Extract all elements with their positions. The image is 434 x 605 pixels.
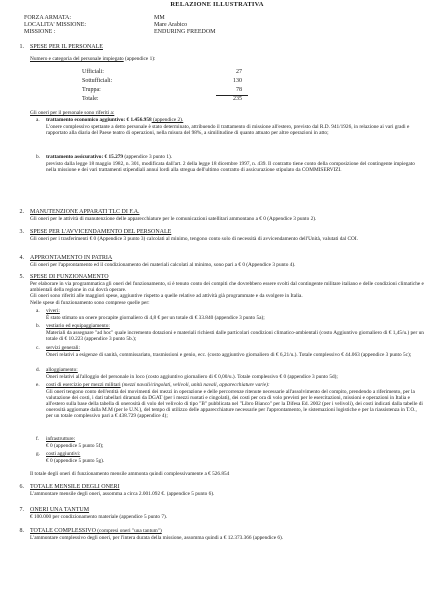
section-title-detail: (compresi oneri "una tantum") [95,528,162,534]
item-title: costi aggiuntivi: [46,451,81,457]
section-title: MANUTENZIONE APPARATI TLC DI F.A. [30,209,140,215]
section-text: L'ammontare mensile degli oneri, assomma a circa 2.001.092 €. (appendice 5 punto 6). [30,491,215,497]
item-title: alloggiamento: [46,367,78,373]
header-forza-armata [24,15,165,22]
item-letter: b. [36,154,40,160]
staff-label: Totale: [82,96,99,102]
funzionamento-total: Il totale degli oneri di funzionamento mensile ammonta quindi complessivamente a € 526.854 [30,471,230,477]
section-intro: Per elaborare in via programmatica gli oneri del funzionamento, si è tenuto conto dei compiti che dovrebbero essere svolti dal contingente militare italiano e delle condizioni climatiche e ambientali della regione in cui dovrà operare. [30,281,424,294]
staff-row-totale [82,96,242,103]
section-text: Gli oneri per le attività di manutenzione delle apparecchiature per le comunicazioni satellitari ammontano a € 0 (Appendice 3 punto 2). [30,216,317,222]
item-a-title: trattamento economico aggiuntivo: € 1.456.958 [46,117,152,123]
item-b-title: trattamento assicurativo: € 15.279 [46,154,124,160]
item-text: Oneri relativi a esigenze di sanità, commissariato, trasmissioni e genio, ecc. (costo aggiuntivo giornaliero di € 6,21/u.). Totale complessivo € 44.063 (appendice 3 punto 5c); [46,352,412,358]
section-number: 7. [19,507,24,513]
item-text: È stato stimato un onere procapite giornaliero di 4,8 € per un totale di € 33.840 (appendice 3 punto 5a); [46,315,265,321]
header-localita [24,22,187,29]
header-missione [24,29,216,36]
oneri-intro: Gli oneri per il personale sono riferiti a: [30,110,115,116]
item-letter: a. [36,308,40,314]
document-title: RELAZIONE ILLUSTRATIVA [170,1,264,8]
staff-subtitle-text: Numero e categoria del personale impiegato [30,56,124,62]
section-totale-complessivo [6,528,426,548]
section-intro-2: Gli oneri sono riferiti alle maggiori spese, aggiuntive rispetto a quelle relative ad attività già programmate e da svolgere in Italia. [30,293,303,299]
section-totale-mensile [6,484,426,502]
section-number: 6. [19,484,24,490]
section-number: 5. [19,274,24,280]
item-title: costi di esercizio per mezzi militari [46,382,121,388]
header-value: MM [154,15,165,21]
section-approntamento [6,255,426,273]
section-title: ONERI UNA TANTUM [30,507,90,513]
section-number: 1. [19,44,24,50]
section-number: 3. [19,229,24,235]
section-intro-3: Nelle spese di funzionamento sono comprese quelle per: [30,300,150,306]
section-una-tantum [6,507,426,525]
item-b-heading [46,154,172,160]
header-label: FORZA ARMATA: [24,15,72,21]
staff-value: 78 [236,87,242,93]
section-text: Gli oneri per l'approntamento ed il condizionamento dei materiali calcolati al minimo, sono pari a € 0 (Appendice 3 punto 4). [30,262,296,268]
section-manutenzione [6,209,426,229]
item-text: € 0 (appendice 5 punto 5g). [46,458,105,464]
item-a-heading [46,117,183,123]
section-title: SPESE PER IL PERSONALE [30,44,103,50]
header-value: Mare Arabico [154,22,188,28]
staff-value: 235 [233,96,242,102]
staff-value: 27 [236,69,242,75]
item-a-ref: (appendice 2). [151,117,184,123]
item-letter: c. [36,345,40,351]
staff-label: Truppa: [82,87,101,93]
section-number: 2. [19,209,24,215]
item-title: viveri: [46,308,60,314]
item-text: Materiali da assegnare "ad hoc" quale incremento dotazioni e materiali richiesti dalle particolari condizioni climatico-ambientali (costo Aggiuntivo giornaliero di € 1,45/u.) per un totale di € 10.223 (appendice 3 punto 5b.); [46,330,424,343]
section-text: € 100.000 per condizionamento materiale (appendice 5 punto 7). [30,514,168,520]
section-number: 8. [19,528,24,534]
section-heading [30,528,162,534]
section-title: TOTALE MENSILE DEGLI ONERI [30,484,120,490]
staff-subtitle [30,56,155,62]
item-text: Oneri relativi all'alloggio del personale in loco (costo aggiuntivo giornaliero di € 0,00/u.). Totale complessivo € 0 (appendice 3 punto 5d); [46,374,338,380]
item-a-text: L'onere complessivo spettante a detto personale è stato determinato, attribuendo il trattamento di missione all'estero, previsto dal R.D. 941/1926, in relazione ai vari gradi e rapportato alla diaria del Paese teatro di operazioni, nella misura del 98%, a similitudine di quanto attuato per altre operazioni in atto; [46,124,410,137]
header-value: ENDURING FREEDOM [154,29,216,35]
header-label: LOCALITA' MISSIONE: [24,22,87,28]
staff-subtitle-ref: (appendice 1): [123,56,156,62]
staff-value: 130 [233,78,242,84]
item-title: vestiario ed equipaggiamento: [46,323,110,329]
item-letter: g. [36,451,40,457]
section-title: TOTALE COMPLESSIVO [30,528,96,534]
section-title: APPRONTAMENTO IN PATRIA [30,255,113,261]
staff-label: Sottufficiali: [82,78,113,84]
item-title: servizi generali: [46,345,80,351]
staff-row-sottufficiali [82,78,242,85]
staff-row-truppa [82,87,242,94]
item-letter: a. [36,117,40,123]
item-text: € 0 (appendice 5 punto 5f); [46,443,104,449]
section-title: SPESE PER L'AVVICENDAMENTO DEL PERSONALE [30,229,172,235]
staff-row-ufficiali [82,69,242,76]
item-letter: d. [36,367,40,373]
item-e-heading [46,382,270,388]
staff-label: Ufficiali: [82,69,104,75]
section-avvicendamento [6,229,426,251]
item-title-detail: (mezzi navali/cingolati, velivoli, unità navali, apparecchiature varie): [120,382,270,388]
section-title: SPESE DI FUNZIONAMENTO [30,274,109,280]
item-letter: f. [36,436,40,442]
item-b-ref: (appendice 3 punto 1). [123,154,173,160]
item-title: infrastrutture: [46,436,76,442]
section-text: Gli oneri per i trasferimenti € 0 (Appendice 3 punto 3) calcolati al minimo, tengono conto solo di necessità di avvicendamento dell'Unità, valutati dal COI. [30,236,358,242]
header-label: MISSIONE : [24,29,56,35]
item-b-text: previsto dalla legge 18 maggio 1982, n. 301, modificata dall'art. 2 della legge 18 dicembre 1997, n. 439. Il contratto tiene conto della composizione del contingente impiegato nella missione e dei vari trattamenti stipendiali annui lordi alla stregua dell'ultimo contratto di assicurazione stipulato da COMMISERVIZI. [46,161,415,174]
item-text: Gli oneri tengono conto dell'entità dei movimenti dei mezzi in operazione e delle percorrenze ritenute necessarie all'assolvimento del compito, prendendo a riferimento, per la valutazione dei costi, i dati tabellari diramati da DGAT (per i mezzi ruotati e cingolati), dei costi per ora di volo previsti per le esercitazioni, missioni e operazioni in Italia e all'estero sulla base della tabella di onerosità di volo del velivolo di tipo "B" pubblicata nel "Libro Bianco" per la Difesa Ed. 2002 (per i velivoli), dei costi indicati dalla tabelle di onerosità aggiornate dalla M.M (per le U.N.), del tempo di utilizzo delle apparecchiature necessarie per l'approntamento, le sistemazioni logistiche e per la riassistenza in T.O., per un totale complessivo pari a € 438.729 (appendice 4); [46,389,423,420]
section-text: L'ammontare complessivo degli oneri, per l'intera durata della missione, assomma quindi a € 12.373.366 (appendice 6). [30,535,284,541]
item-letter: e. [36,382,40,388]
section-number: 4. [19,255,24,261]
item-letter: b. [36,323,40,329]
